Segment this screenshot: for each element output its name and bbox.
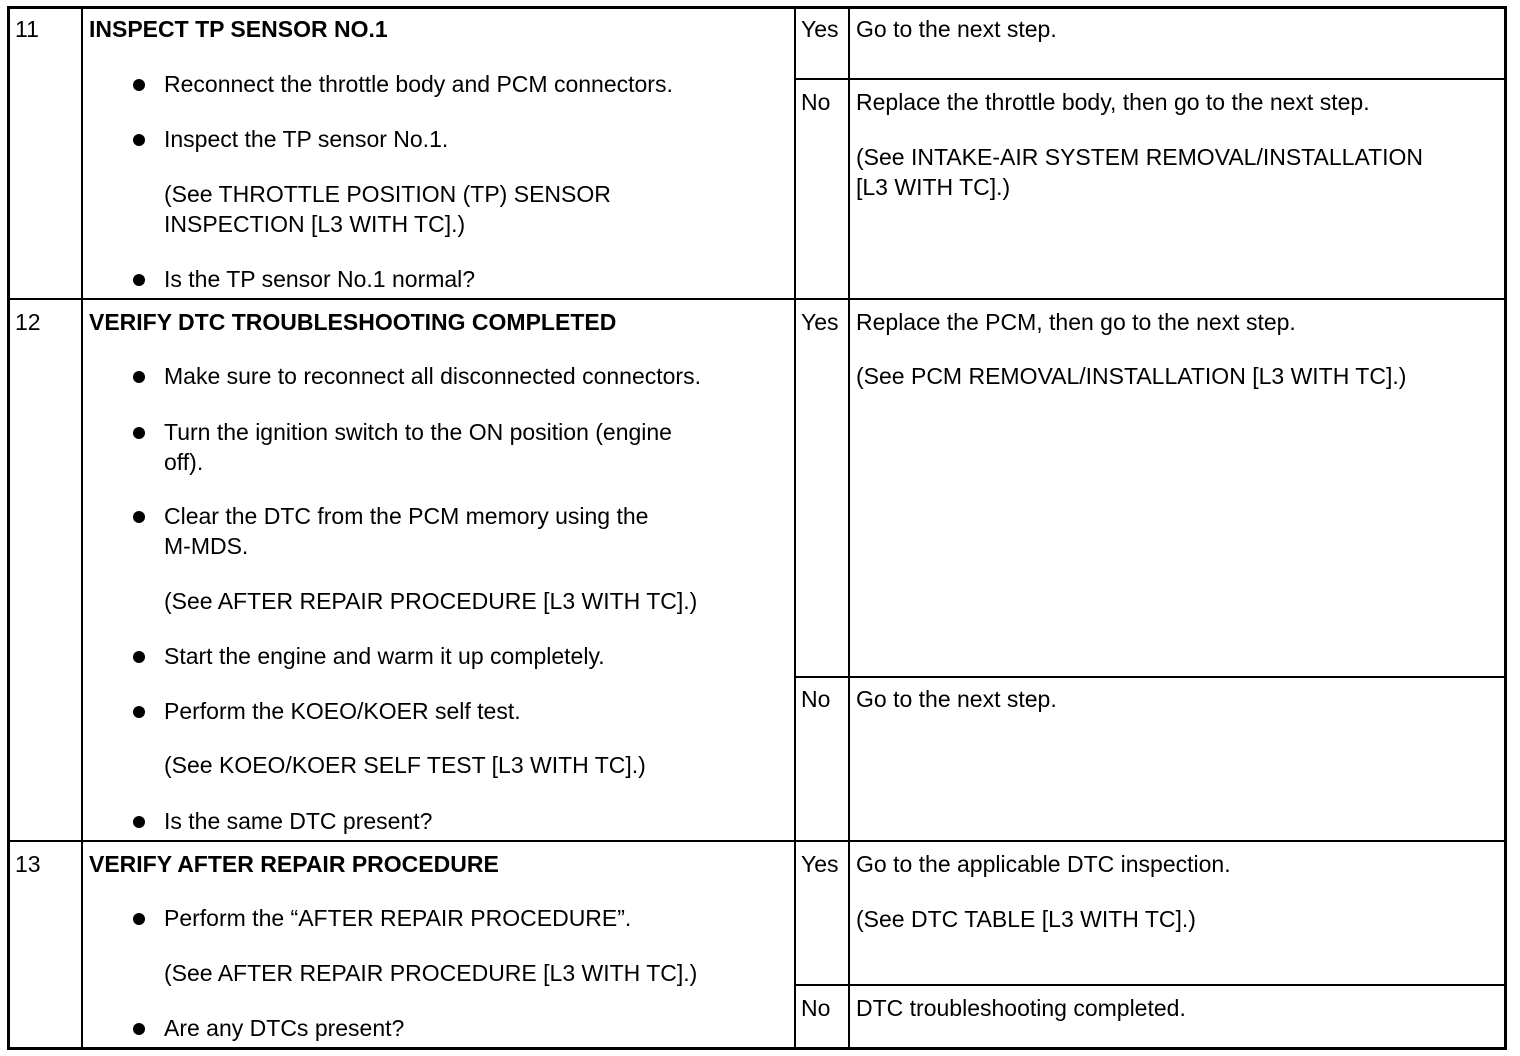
step-number: 11	[15, 16, 39, 42]
action-item: Is the TP sensor No.1 normal?	[164, 266, 476, 292]
bullet-icon	[133, 371, 145, 383]
yes-result-reference: (See PCM REMOVAL/INSTALLATION [L3 WITH TC].)	[856, 363, 1407, 389]
reference-text: (See THROTTLE POSITION (TP) SENSOR	[164, 181, 611, 207]
column-divider	[81, 6, 83, 1050]
column-divider	[848, 6, 850, 1050]
reference-text: (See KOEO/KOER SELF TEST [L3 WITH TC].)	[164, 752, 646, 778]
action-item: Inspect the TP sensor No.1.	[164, 126, 449, 152]
bullet-icon	[133, 651, 145, 663]
action-item: Start the engine and warm it up completely.	[164, 643, 605, 669]
reference-text: (See AFTER REPAIR PROCEDURE [L3 WITH TC].)	[164, 960, 698, 986]
row-divider	[7, 840, 1507, 842]
column-divider	[794, 6, 796, 1050]
bullet-icon	[133, 913, 145, 925]
row-divider	[7, 298, 1507, 300]
bullet-icon	[133, 706, 145, 718]
yes-label: Yes	[801, 851, 839, 877]
action-item: Are any DTCs present?	[164, 1015, 405, 1041]
no-result-reference: [L3 WITH TC].)	[856, 174, 1011, 200]
action-item: Clear the DTC from the PCM memory using the	[164, 503, 649, 529]
no-result-reference: (See INTAKE-AIR SYSTEM REMOVAL/INSTALLATION	[856, 144, 1424, 170]
bullet-icon	[133, 79, 145, 91]
step-number: 13	[15, 851, 41, 877]
action-item: Is the same DTC present?	[164, 808, 433, 834]
action-item: Make sure to reconnect all disconnected connectors.	[164, 363, 701, 389]
yes-label: Yes	[801, 16, 839, 42]
step-title: VERIFY DTC TROUBLESHOOTING COMPLETED	[89, 309, 617, 335]
yes-no-divider	[794, 984, 1507, 986]
action-item: Turn the ignition switch to the ON position (engine	[164, 419, 672, 445]
step-title: VERIFY AFTER REPAIR PROCEDURE	[89, 851, 499, 877]
no-result: Replace the throttle body, then go to the next step.	[856, 89, 1370, 115]
bullet-icon	[133, 511, 145, 523]
troubleshooting-table	[7, 6, 1507, 1050]
bullet-icon	[133, 1023, 145, 1035]
action-item: Perform the “AFTER REPAIR PROCEDURE”.	[164, 905, 632, 931]
no-label: No	[801, 995, 831, 1021]
yes-result: Go to the applicable DTC inspection.	[856, 851, 1231, 877]
bullet-icon	[133, 427, 145, 439]
yes-result-reference: (See DTC TABLE [L3 WITH TC].)	[856, 906, 1196, 932]
bullet-icon	[133, 134, 145, 146]
reference-text: (See AFTER REPAIR PROCEDURE [L3 WITH TC].)	[164, 588, 698, 614]
action-item-continued: off).	[164, 449, 204, 475]
action-item: Reconnect the throttle body and PCM connectors.	[164, 71, 673, 97]
action-item-continued: M-MDS.	[164, 533, 249, 559]
yes-result: Replace the PCM, then go to the next step.	[856, 309, 1296, 335]
no-result: Go to the next step.	[856, 686, 1057, 712]
action-item: Perform the KOEO/KOER self test.	[164, 698, 521, 724]
bullet-icon	[133, 816, 145, 828]
yes-no-divider	[794, 78, 1507, 80]
reference-text: INSPECTION [L3 WITH TC].)	[164, 211, 466, 237]
bullet-icon	[133, 274, 145, 286]
step-title: INSPECT TP SENSOR NO.1	[89, 16, 388, 42]
no-result: DTC troubleshooting completed.	[856, 995, 1186, 1021]
yes-no-divider	[794, 676, 1507, 678]
yes-result: Go to the next step.	[856, 16, 1057, 42]
no-label: No	[801, 89, 831, 115]
step-number: 12	[15, 309, 41, 335]
yes-label: Yes	[801, 309, 839, 335]
no-label: No	[801, 686, 831, 712]
